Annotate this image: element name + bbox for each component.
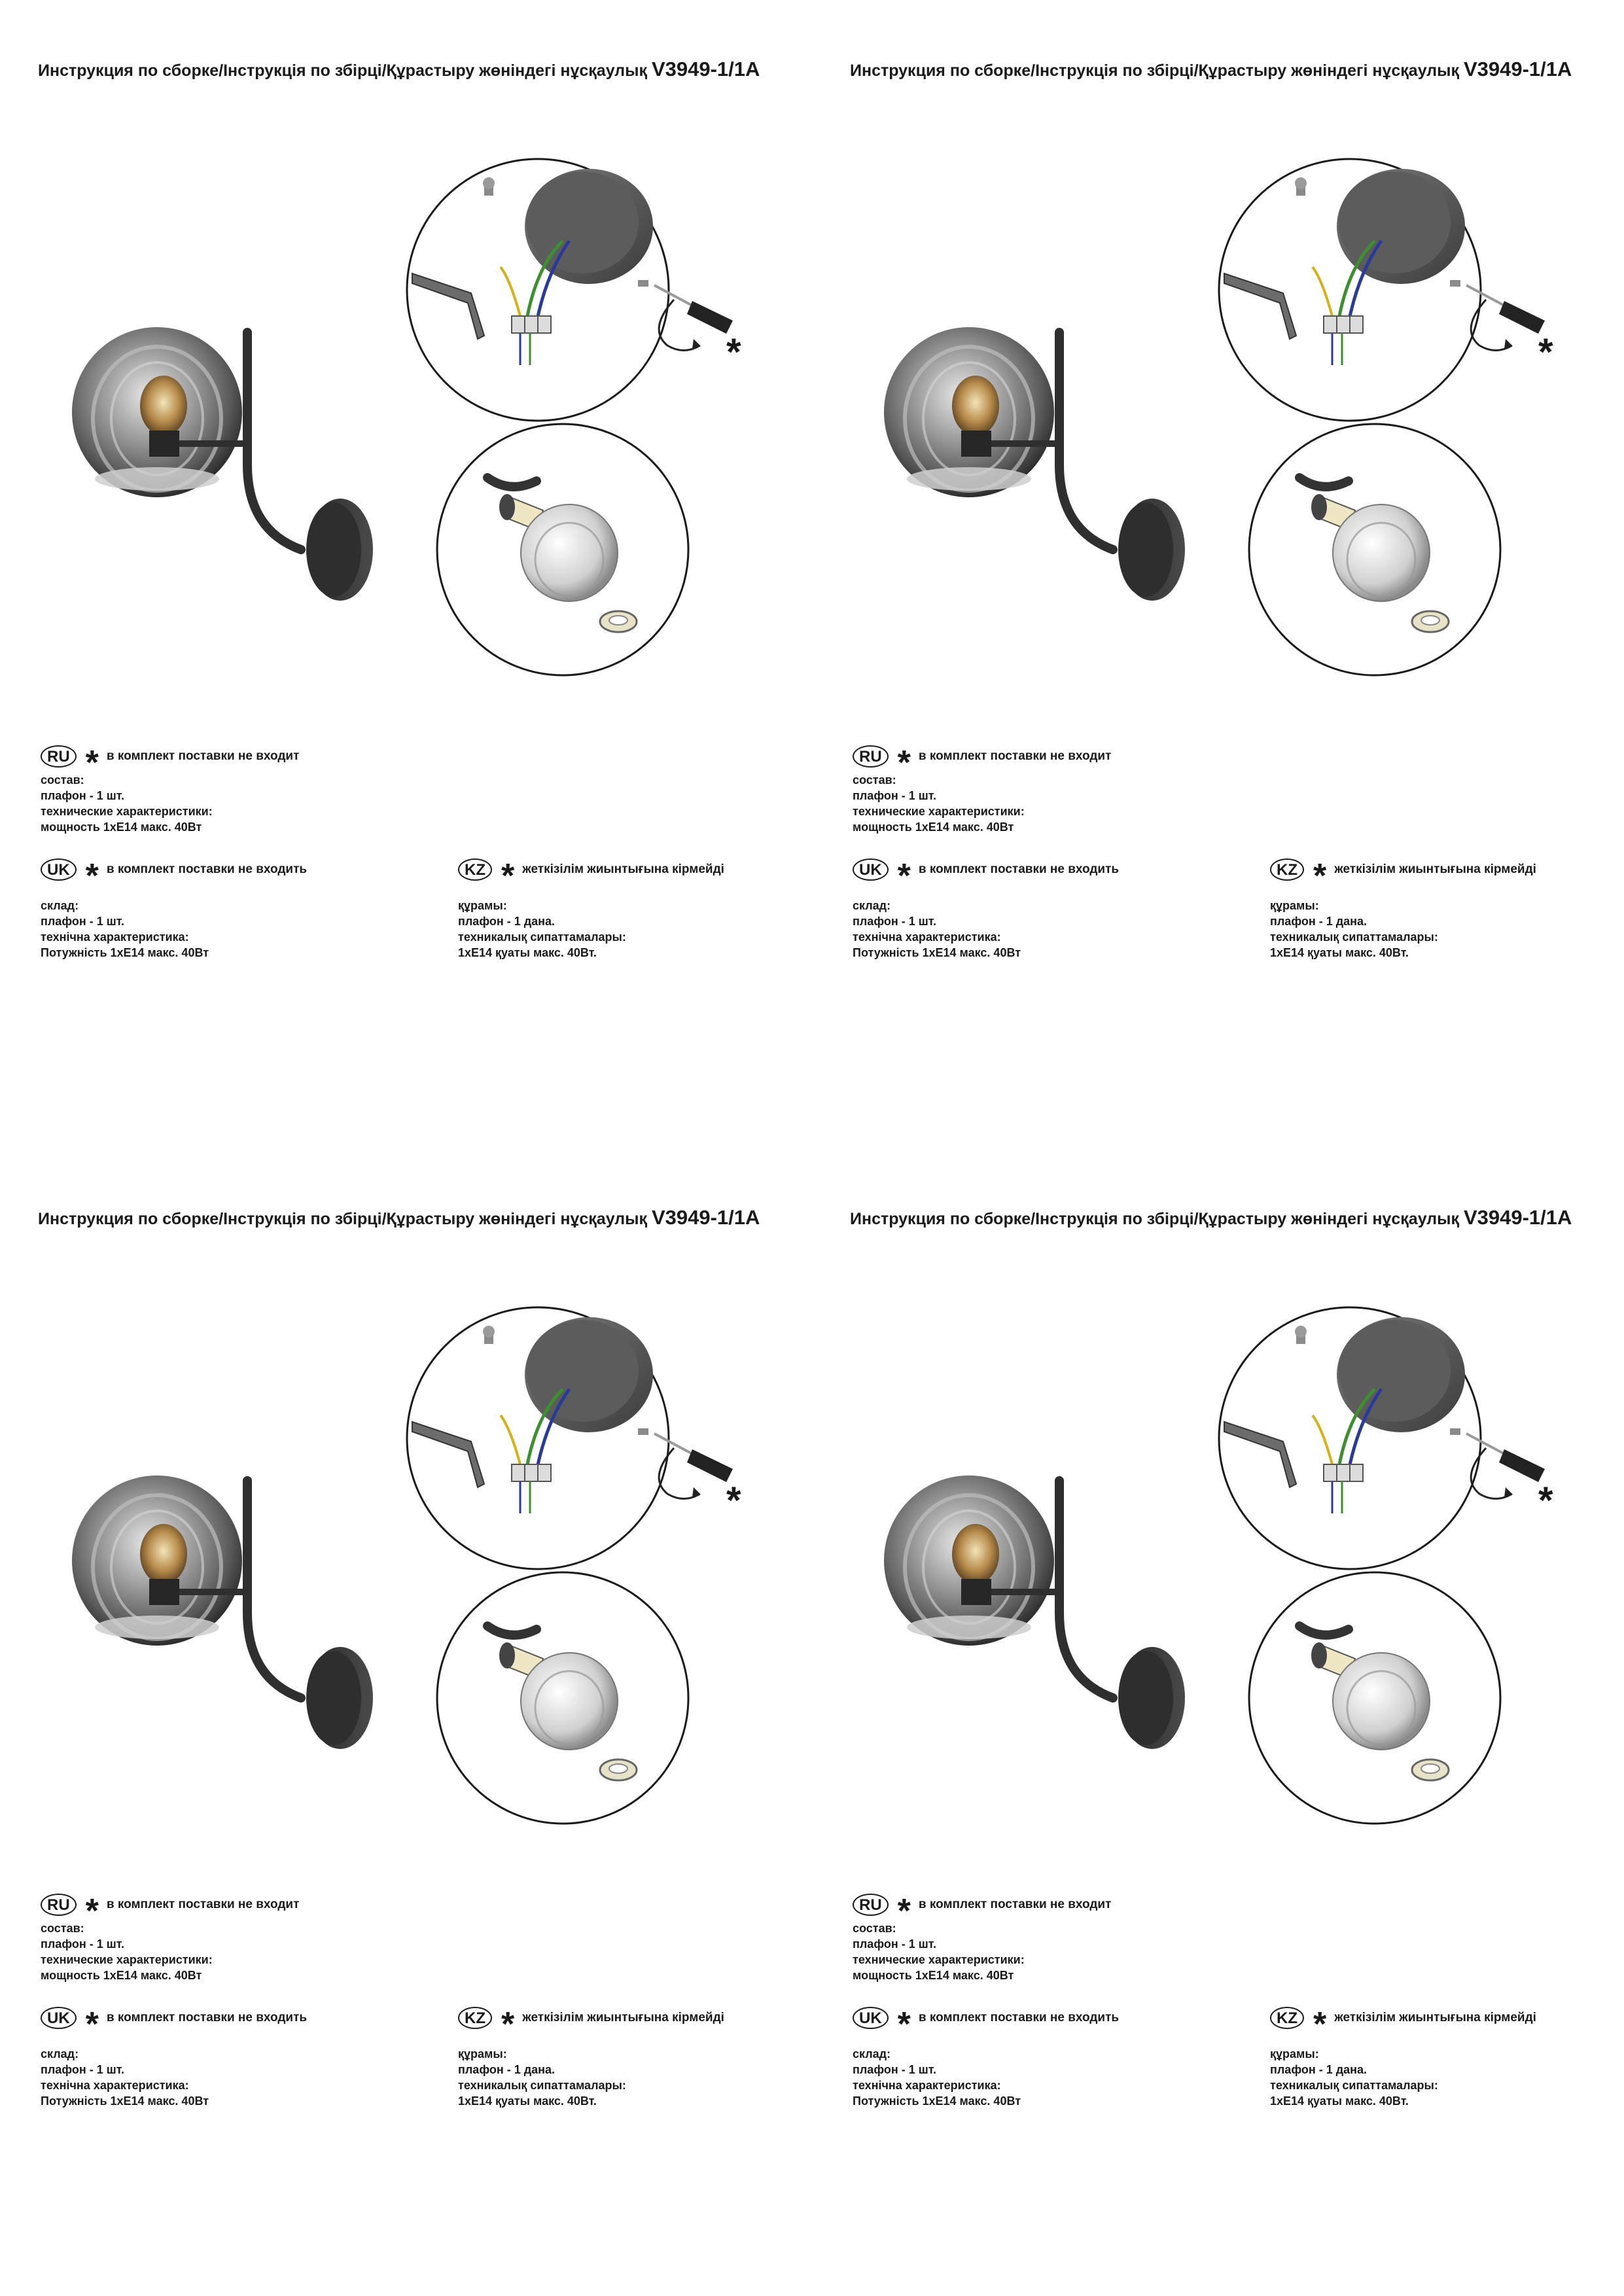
- wiring-detail-circle: [386, 1298, 766, 1579]
- uk-spec: [41, 898, 209, 961]
- kz-note-row: [458, 853, 724, 895]
- not-included-star: *: [501, 2005, 515, 2043]
- ru-not-included-note: в комплект поставки не входит: [918, 1898, 1112, 1911]
- uk-spec: [41, 2046, 209, 2109]
- ru-badge: RU: [853, 745, 889, 768]
- kz-spec-line: 1хЕ14 қуаты макс. 40Вт.: [458, 2094, 597, 2108]
- kz-spec-line: 1хЕ14 қуаты макс. 40Вт.: [1270, 946, 1409, 959]
- kz-spec-line: плафон - 1 дана.: [1270, 915, 1368, 928]
- kz-spec-line: 1хЕ14 қуаты макс. 40Вт.: [1270, 2094, 1409, 2108]
- wall-lamp-illustration: [65, 1462, 380, 1763]
- uk-spec: [853, 2046, 1021, 2109]
- uk-spec-line: склад:: [853, 2047, 891, 2060]
- kz-note-row: [1270, 853, 1536, 895]
- not-included-star: *: [85, 1892, 99, 1930]
- uk-spec-line: склад:: [41, 2047, 79, 2060]
- kz-spec-line: плафон - 1 дана.: [1270, 2063, 1368, 2076]
- uk-note-row: [41, 853, 308, 895]
- model-number: V3949-1/1A: [1463, 1206, 1572, 1229]
- kz-badge: KZ: [458, 858, 492, 881]
- wiring-detail-circle: [1198, 1298, 1578, 1579]
- kz-badge: KZ: [1270, 858, 1304, 881]
- ru-not-included-note: в комплект поставки не входит: [106, 749, 300, 763]
- kz-note-row: [1270, 2001, 1536, 2043]
- model-number: V3949-1/1A: [651, 58, 760, 80]
- uk-spec-line: технічна характеристика:: [853, 2079, 1001, 2092]
- bulb-shade-detail-circle: [432, 419, 694, 680]
- uk-spec-line: плафон - 1 шт.: [41, 2063, 124, 2076]
- not-included-star: *: [897, 857, 911, 895]
- not-included-star: *: [726, 1479, 741, 1522]
- ru-spec: [41, 1920, 213, 1983]
- kz-spec-line: құрамы:: [1270, 2047, 1319, 2060]
- not-included-star: *: [501, 857, 515, 895]
- instruction-title: [38, 58, 760, 81]
- instruction-sheet-top-right: [812, 0, 1624, 1148]
- kz-badge: KZ: [1270, 2007, 1304, 2029]
- instruction-title: [850, 1206, 1572, 1229]
- kz-spec-line: техникалық сипаттамалары:: [1270, 930, 1438, 944]
- kz-not-included-note: жеткізілім жиынтығына кірмейді: [1334, 2011, 1536, 2024]
- uk-spec-line: технічна характеристика:: [41, 2079, 189, 2092]
- uk-spec-line: склад:: [41, 899, 79, 912]
- not-included-star: *: [726, 331, 741, 374]
- uk-spec-line: технічна характеристика:: [41, 930, 189, 944]
- ru-spec-line: мощность 1хЕ14 макс. 40Вт: [41, 1969, 202, 1982]
- kz-spec: [1270, 898, 1438, 961]
- uk-badge: UK: [853, 858, 889, 881]
- not-included-star: *: [1313, 2005, 1327, 2043]
- uk-badge: UK: [41, 858, 77, 881]
- bulb-shade-detail-circle: [1244, 419, 1506, 680]
- ru-spec-line: мощность 1хЕ14 макс. 40Вт: [41, 821, 202, 834]
- uk-spec-line: плафон - 1 шт.: [853, 2063, 936, 2076]
- uk-not-included-note: в комплект поставки не входить: [918, 862, 1120, 876]
- kz-spec-line: плафон - 1 дана.: [458, 2063, 556, 2076]
- title-text: Инструкция по сборке/Інструкція по збірці/Құрастыру жөніндегі нұсқаулық: [38, 62, 648, 80]
- title-text: Инструкция по сборке/Інструкція по збірці/Құрастыру жөніндегі нұсқаулық: [38, 1210, 648, 1228]
- ru-spec-line: технические характеристики:: [41, 805, 213, 818]
- ru-spec-line: состав:: [853, 773, 896, 786]
- uk-spec-line: плафон - 1 шт.: [853, 915, 936, 928]
- bulb-shade-detail-circle: [432, 1567, 694, 1829]
- uk-badge: UK: [41, 2007, 77, 2029]
- kz-spec-line: техникалық сипаттамалары:: [458, 930, 626, 944]
- not-included-star: *: [85, 2005, 99, 2043]
- uk-not-included-note: в комплект поставки не входить: [106, 2011, 308, 2024]
- instruction-sheet-top-left: [0, 0, 812, 1148]
- kz-spec-line: техникалық сипаттамалары:: [1270, 2079, 1438, 2092]
- title-text: Инструкция по сборке/Інструкція по збірці/Құрастыру жөніндегі нұсқаулық: [850, 1210, 1460, 1228]
- ru-spec-line: мощность 1хЕ14 макс. 40Вт: [853, 1969, 1014, 1982]
- ru-badge: RU: [41, 745, 77, 768]
- kz-note-row: [458, 2001, 724, 2043]
- ru-spec-line: технические характеристики:: [41, 1953, 213, 1966]
- ru-spec-line: технические характеристики:: [853, 805, 1025, 818]
- ru-spec-line: плафон - 1 шт.: [41, 1937, 124, 1951]
- uk-not-included-note: в комплект поставки не входить: [106, 862, 308, 876]
- ru-spec-line: состав:: [853, 1922, 896, 1935]
- kz-badge: KZ: [458, 2007, 492, 2029]
- ru-spec-line: плафон - 1 шт.: [853, 1937, 936, 1951]
- ru-spec-line: состав:: [41, 1922, 84, 1935]
- not-included-star: *: [85, 744, 99, 782]
- kz-not-included-note: жеткізілім жиынтығына кірмейді: [1334, 862, 1536, 876]
- uk-not-included-note: в комплект поставки не входить: [918, 2011, 1120, 2024]
- kz-spec: [458, 2046, 626, 2109]
- kz-not-included-note: жеткізілім жиынтығына кірмейді: [522, 862, 724, 876]
- ru-spec: [853, 1920, 1025, 1983]
- ru-badge: RU: [41, 1894, 77, 1916]
- not-included-star: *: [897, 2005, 911, 2043]
- kz-spec-line: құрамы:: [458, 2047, 507, 2060]
- wall-lamp-illustration: [877, 1462, 1192, 1763]
- uk-spec-line: Потужність 1хЕ14 макс. 40Вт: [853, 946, 1021, 959]
- not-included-star: *: [85, 857, 99, 895]
- kz-spec-line: плафон - 1 дана.: [458, 915, 556, 928]
- ru-not-included-note: в комплект поставки не входит: [918, 749, 1112, 763]
- kz-spec: [458, 898, 626, 961]
- model-number: V3949-1/1A: [1463, 58, 1572, 80]
- bulb-shade-detail-circle: [1244, 1567, 1506, 1829]
- ru-badge: RU: [853, 1894, 889, 1916]
- wall-lamp-illustration: [877, 314, 1192, 615]
- kz-spec-line: техникалық сипаттамалары:: [458, 2079, 626, 2092]
- not-included-star: *: [1538, 1479, 1553, 1522]
- uk-badge: UK: [853, 2007, 889, 2029]
- uk-spec-line: Потужність 1хЕ14 макс. 40Вт: [41, 946, 209, 959]
- kz-spec-line: 1хЕ14 қуаты макс. 40Вт.: [458, 946, 597, 959]
- uk-spec-line: технічна характеристика:: [853, 930, 1001, 944]
- wiring-detail-circle: [386, 149, 766, 431]
- model-number: V3949-1/1A: [651, 1206, 760, 1229]
- ru-not-included-note: в комплект поставки не входит: [106, 1898, 300, 1911]
- ru-spec: [41, 772, 213, 835]
- title-text: Инструкция по сборке/Інструкція по збірці/Құрастыру жөніндегі нұсқаулық: [850, 62, 1460, 80]
- kz-spec-line: құрамы:: [458, 899, 507, 912]
- uk-spec-line: склад:: [853, 899, 891, 912]
- wiring-detail-circle: [1198, 149, 1578, 431]
- uk-note-row: [41, 2001, 308, 2043]
- not-included-star: *: [1538, 331, 1553, 374]
- kz-spec: [1270, 2046, 1438, 2109]
- ru-spec-line: плафон - 1 шт.: [41, 789, 124, 802]
- instruction-sheet-bottom-left: [0, 1148, 812, 2296]
- instruction-sheet-bottom-right: [812, 1148, 1624, 2296]
- ru-spec: [853, 772, 1025, 835]
- kz-not-included-note: жеткізілім жиынтығына кірмейді: [522, 2011, 724, 2024]
- uk-spec-line: Потужність 1хЕ14 макс. 40Вт: [853, 2094, 1021, 2108]
- instruction-title: [38, 1206, 760, 1229]
- not-included-star: *: [1313, 857, 1327, 895]
- uk-note-row: [853, 2001, 1120, 2043]
- ru-spec-line: состав:: [41, 773, 84, 786]
- uk-note-row: [853, 853, 1120, 895]
- ru-spec-line: плафон - 1 шт.: [853, 789, 936, 802]
- uk-spec: [853, 898, 1021, 961]
- uk-spec-line: Потужність 1хЕ14 макс. 40Вт: [41, 2094, 209, 2108]
- not-included-star: *: [897, 1892, 911, 1930]
- uk-spec-line: плафон - 1 шт.: [41, 915, 124, 928]
- not-included-star: *: [897, 744, 911, 782]
- instruction-title: [850, 58, 1572, 81]
- ru-spec-line: технические характеристики:: [853, 1953, 1025, 1966]
- ru-spec-line: мощность 1хЕ14 макс. 40Вт: [853, 821, 1014, 834]
- kz-spec-line: құрамы:: [1270, 899, 1319, 912]
- wall-lamp-illustration: [65, 314, 380, 615]
